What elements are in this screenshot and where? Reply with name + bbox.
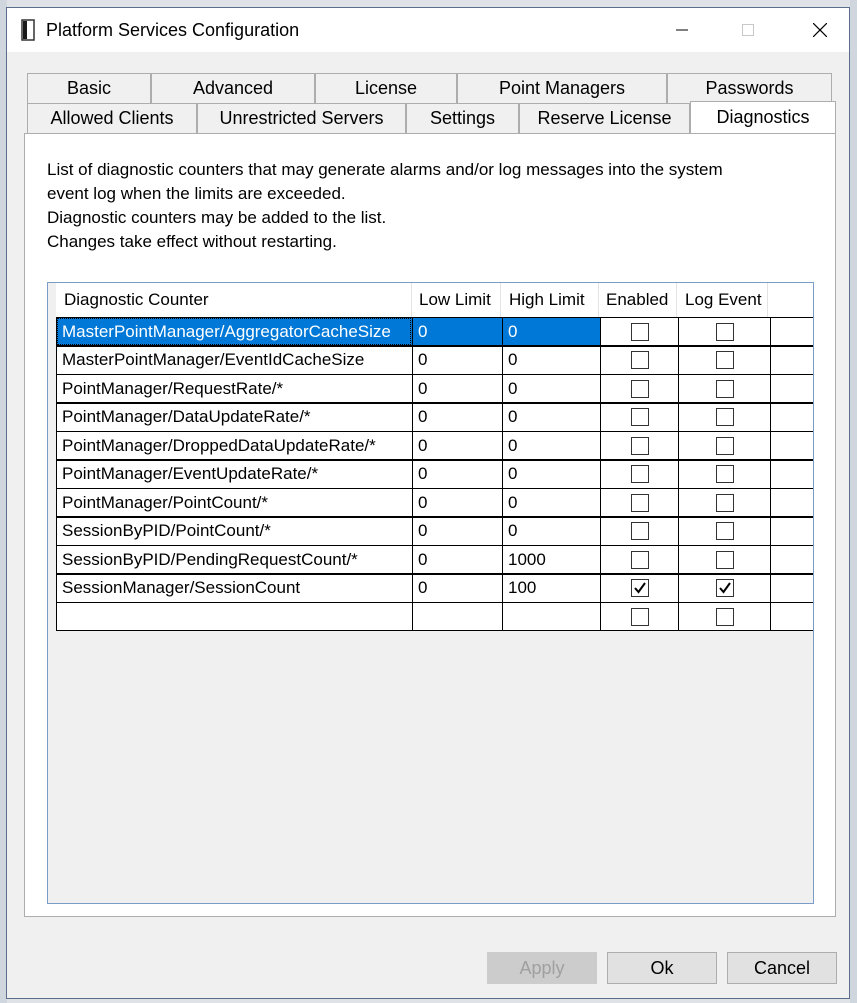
- row-header[interactable]: [48, 431, 56, 459]
- cell-filler: [770, 574, 814, 603]
- cell-filler: [770, 403, 814, 432]
- cell-enabled[interactable]: [600, 317, 678, 346]
- cell-enabled[interactable]: [600, 403, 678, 432]
- table-row[interactable]: [48, 346, 814, 374]
- cell-log-event[interactable]: [678, 602, 770, 631]
- check-icon: [718, 581, 732, 595]
- cell-counter[interactable]: [56, 602, 412, 631]
- checkbox[interactable]: [631, 551, 649, 569]
- column-header-counter[interactable]: Diagnostic Counter: [56, 283, 412, 317]
- table-row[interactable]: [48, 431, 814, 459]
- cell-low-limit[interactable]: 0: [412, 374, 502, 403]
- row-header[interactable]: [48, 545, 56, 573]
- cell-counter[interactable]: MasterPointManager/EventIdCacheSize: [56, 346, 412, 375]
- row-header[interactable]: [48, 488, 56, 516]
- cell-log-event[interactable]: [678, 574, 770, 603]
- checkbox[interactable]: [631, 323, 649, 341]
- cell-enabled[interactable]: [600, 431, 678, 460]
- cell-low-limit[interactable]: 0: [412, 403, 502, 432]
- checkbox[interactable]: [716, 522, 734, 540]
- cell-log-event[interactable]: [678, 403, 770, 432]
- title-bar[interactable]: [7, 8, 849, 52]
- cell-log-event[interactable]: [678, 488, 770, 517]
- cell-high-limit[interactable]: 0: [502, 403, 600, 432]
- cell-low-limit[interactable]: 0: [412, 574, 502, 603]
- cell-high-limit[interactable]: 0: [502, 431, 600, 460]
- row-header[interactable]: [48, 317, 56, 345]
- cell-low-limit[interactable]: 0: [412, 488, 502, 517]
- app-icon: [21, 19, 35, 41]
- cell-log-event[interactable]: [678, 374, 770, 403]
- minimize-icon: [676, 24, 688, 36]
- cell-counter[interactable]: PointManager/RequestRate/*: [56, 374, 412, 403]
- column-header-enabled[interactable]: Enabled: [599, 283, 677, 317]
- checkbox[interactable]: [716, 494, 734, 512]
- cell-counter[interactable]: PointManager/PointCount/*: [56, 488, 412, 517]
- row-header[interactable]: [48, 346, 56, 374]
- cell-high-limit[interactable]: 0: [502, 488, 600, 517]
- cell-filler: [770, 374, 814, 403]
- row-header[interactable]: [48, 602, 56, 630]
- row-header[interactable]: [48, 374, 56, 402]
- cell-counter[interactable]: PointManager/DroppedDataUpdateRate/*: [56, 431, 412, 460]
- cell-filler: [770, 517, 814, 546]
- row-header[interactable]: [48, 574, 56, 602]
- cell-enabled[interactable]: [600, 517, 678, 546]
- checkbox[interactable]: [716, 408, 734, 426]
- table-row[interactable]: [48, 517, 814, 545]
- tab-reserve-license[interactable]: Reserve License: [519, 103, 690, 133]
- table-row[interactable]: [48, 460, 814, 488]
- checkbox[interactable]: [716, 608, 734, 626]
- checkbox[interactable]: [631, 380, 649, 398]
- tab-settings[interactable]: Settings: [406, 103, 519, 133]
- cell-high-limit[interactable]: [502, 602, 600, 631]
- cell-log-event[interactable]: [678, 545, 770, 574]
- cell-log-event[interactable]: [678, 460, 770, 489]
- cell-counter[interactable]: SessionByPID/PendingRequestCount/*: [56, 545, 412, 574]
- column-header-low-limit[interactable]: Low Limit: [412, 283, 501, 317]
- row-header[interactable]: [48, 460, 56, 488]
- config-dialog: [6, 7, 850, 999]
- cell-enabled[interactable]: [600, 545, 678, 574]
- checkbox[interactable]: [631, 579, 649, 597]
- checkbox[interactable]: [631, 408, 649, 426]
- cell-low-limit[interactable]: 0: [412, 460, 502, 489]
- table-row[interactable]: [48, 374, 814, 402]
- cancel-button[interactable]: Cancel: [727, 952, 837, 984]
- cell-log-event[interactable]: [678, 517, 770, 546]
- checkbox[interactable]: [631, 494, 649, 512]
- checkbox[interactable]: [631, 351, 649, 369]
- cell-high-limit[interactable]: 0: [502, 346, 600, 375]
- cell-high-limit[interactable]: 100: [502, 574, 600, 603]
- table-row[interactable]: [48, 403, 814, 431]
- checkbox[interactable]: [631, 608, 649, 626]
- checkbox[interactable]: [716, 351, 734, 369]
- tab-passwords[interactable]: Passwords: [667, 73, 832, 103]
- cell-enabled[interactable]: [600, 574, 678, 603]
- checkbox[interactable]: [631, 437, 649, 455]
- cell-filler: [770, 317, 814, 346]
- checkbox[interactable]: [716, 437, 734, 455]
- cell-filler: [770, 460, 814, 489]
- cell-enabled[interactable]: [600, 602, 678, 631]
- tab-point-managers[interactable]: Point Managers: [457, 73, 667, 103]
- cell-enabled[interactable]: [600, 488, 678, 517]
- cell-filler: [770, 431, 814, 460]
- cell-counter[interactable]: SessionManager/SessionCount: [56, 574, 412, 603]
- diagnostic-counters-grid[interactable]: [47, 282, 814, 904]
- cell-enabled[interactable]: [600, 346, 678, 375]
- cell-counter[interactable]: MasterPointManager/AggregatorCacheSize: [56, 317, 412, 346]
- cell-high-limit[interactable]: 0: [502, 317, 600, 346]
- column-header-high-limit[interactable]: High Limit: [501, 283, 599, 317]
- check-icon: [633, 581, 647, 595]
- cell-high-limit[interactable]: 0: [502, 460, 600, 489]
- close-button[interactable]: [797, 8, 843, 52]
- description-text: List of diagnostic counters that may generate alarms and/or log messages into the system event log when the limits are exceeded. Diagnostic counters may be added to the list. Changes take effect without restarting.: [47, 160, 723, 251]
- maximize-button: [725, 8, 771, 52]
- column-header-log-event[interactable]: Log Event: [677, 283, 768, 317]
- cell-low-limit[interactable]: 0: [412, 346, 502, 375]
- close-icon: [813, 23, 827, 37]
- cell-enabled[interactable]: [600, 374, 678, 403]
- cell-enabled[interactable]: [600, 460, 678, 489]
- minimize-button[interactable]: [659, 8, 705, 52]
- cell-high-limit[interactable]: 1000: [502, 545, 600, 574]
- cell-counter[interactable]: PointManager/DataUpdateRate/*: [56, 403, 412, 432]
- cell-high-limit[interactable]: 0: [502, 517, 600, 546]
- table-row[interactable]: [48, 574, 814, 602]
- table-row[interactable]: [48, 488, 814, 516]
- tab-basic[interactable]: Basic: [27, 73, 151, 103]
- tab-diagnostics[interactable]: Diagnostics: [690, 101, 836, 133]
- cell-log-event[interactable]: [678, 317, 770, 346]
- checkbox[interactable]: [716, 465, 734, 483]
- background-window-edge: [850, 0, 857, 1003]
- tab-license[interactable]: License: [315, 73, 457, 103]
- cell-filler: [770, 545, 814, 574]
- cell-low-limit[interactable]: [412, 602, 502, 631]
- cell-low-limit[interactable]: 0: [412, 431, 502, 460]
- table-row[interactable]: [48, 317, 814, 345]
- maximize-icon: [742, 24, 754, 36]
- tab-advanced[interactable]: Advanced: [151, 73, 315, 103]
- cell-filler: [770, 488, 814, 517]
- cell-filler: [770, 346, 814, 375]
- checkbox[interactable]: [631, 465, 649, 483]
- column-header-filler: [768, 283, 814, 317]
- tab-allowed-clients[interactable]: Allowed Clients: [27, 103, 197, 133]
- checkbox[interactable]: [716, 380, 734, 398]
- cell-high-limit[interactable]: 0: [502, 374, 600, 403]
- grid-corner: [48, 283, 56, 317]
- checkbox[interactable]: [716, 551, 734, 569]
- cell-filler: [770, 602, 814, 631]
- cell-counter[interactable]: PointManager/EventUpdateRate/*: [56, 460, 412, 489]
- cell-log-event[interactable]: [678, 431, 770, 460]
- table-row[interactable]: [48, 602, 814, 630]
- cell-low-limit[interactable]: 0: [412, 517, 502, 546]
- tab-unrestricted-servers[interactable]: Unrestricted Servers: [197, 103, 406, 133]
- window-title: Platform Services Configuration: [46, 20, 300, 40]
- cell-log-event[interactable]: [678, 346, 770, 375]
- diagnostics-panel: [24, 133, 836, 917]
- checkbox[interactable]: [716, 323, 734, 341]
- ok-button[interactable]: Ok: [607, 952, 717, 984]
- cell-low-limit[interactable]: 0: [412, 317, 502, 346]
- cell-low-limit[interactable]: 0: [412, 545, 502, 574]
- table-row[interactable]: [48, 545, 814, 573]
- checkbox[interactable]: [716, 579, 734, 597]
- row-header[interactable]: [48, 517, 56, 545]
- row-header[interactable]: [48, 403, 56, 431]
- apply-button[interactable]: Apply: [487, 952, 597, 984]
- cell-counter[interactable]: SessionByPID/PointCount/*: [56, 517, 412, 546]
- checkbox[interactable]: [631, 522, 649, 540]
